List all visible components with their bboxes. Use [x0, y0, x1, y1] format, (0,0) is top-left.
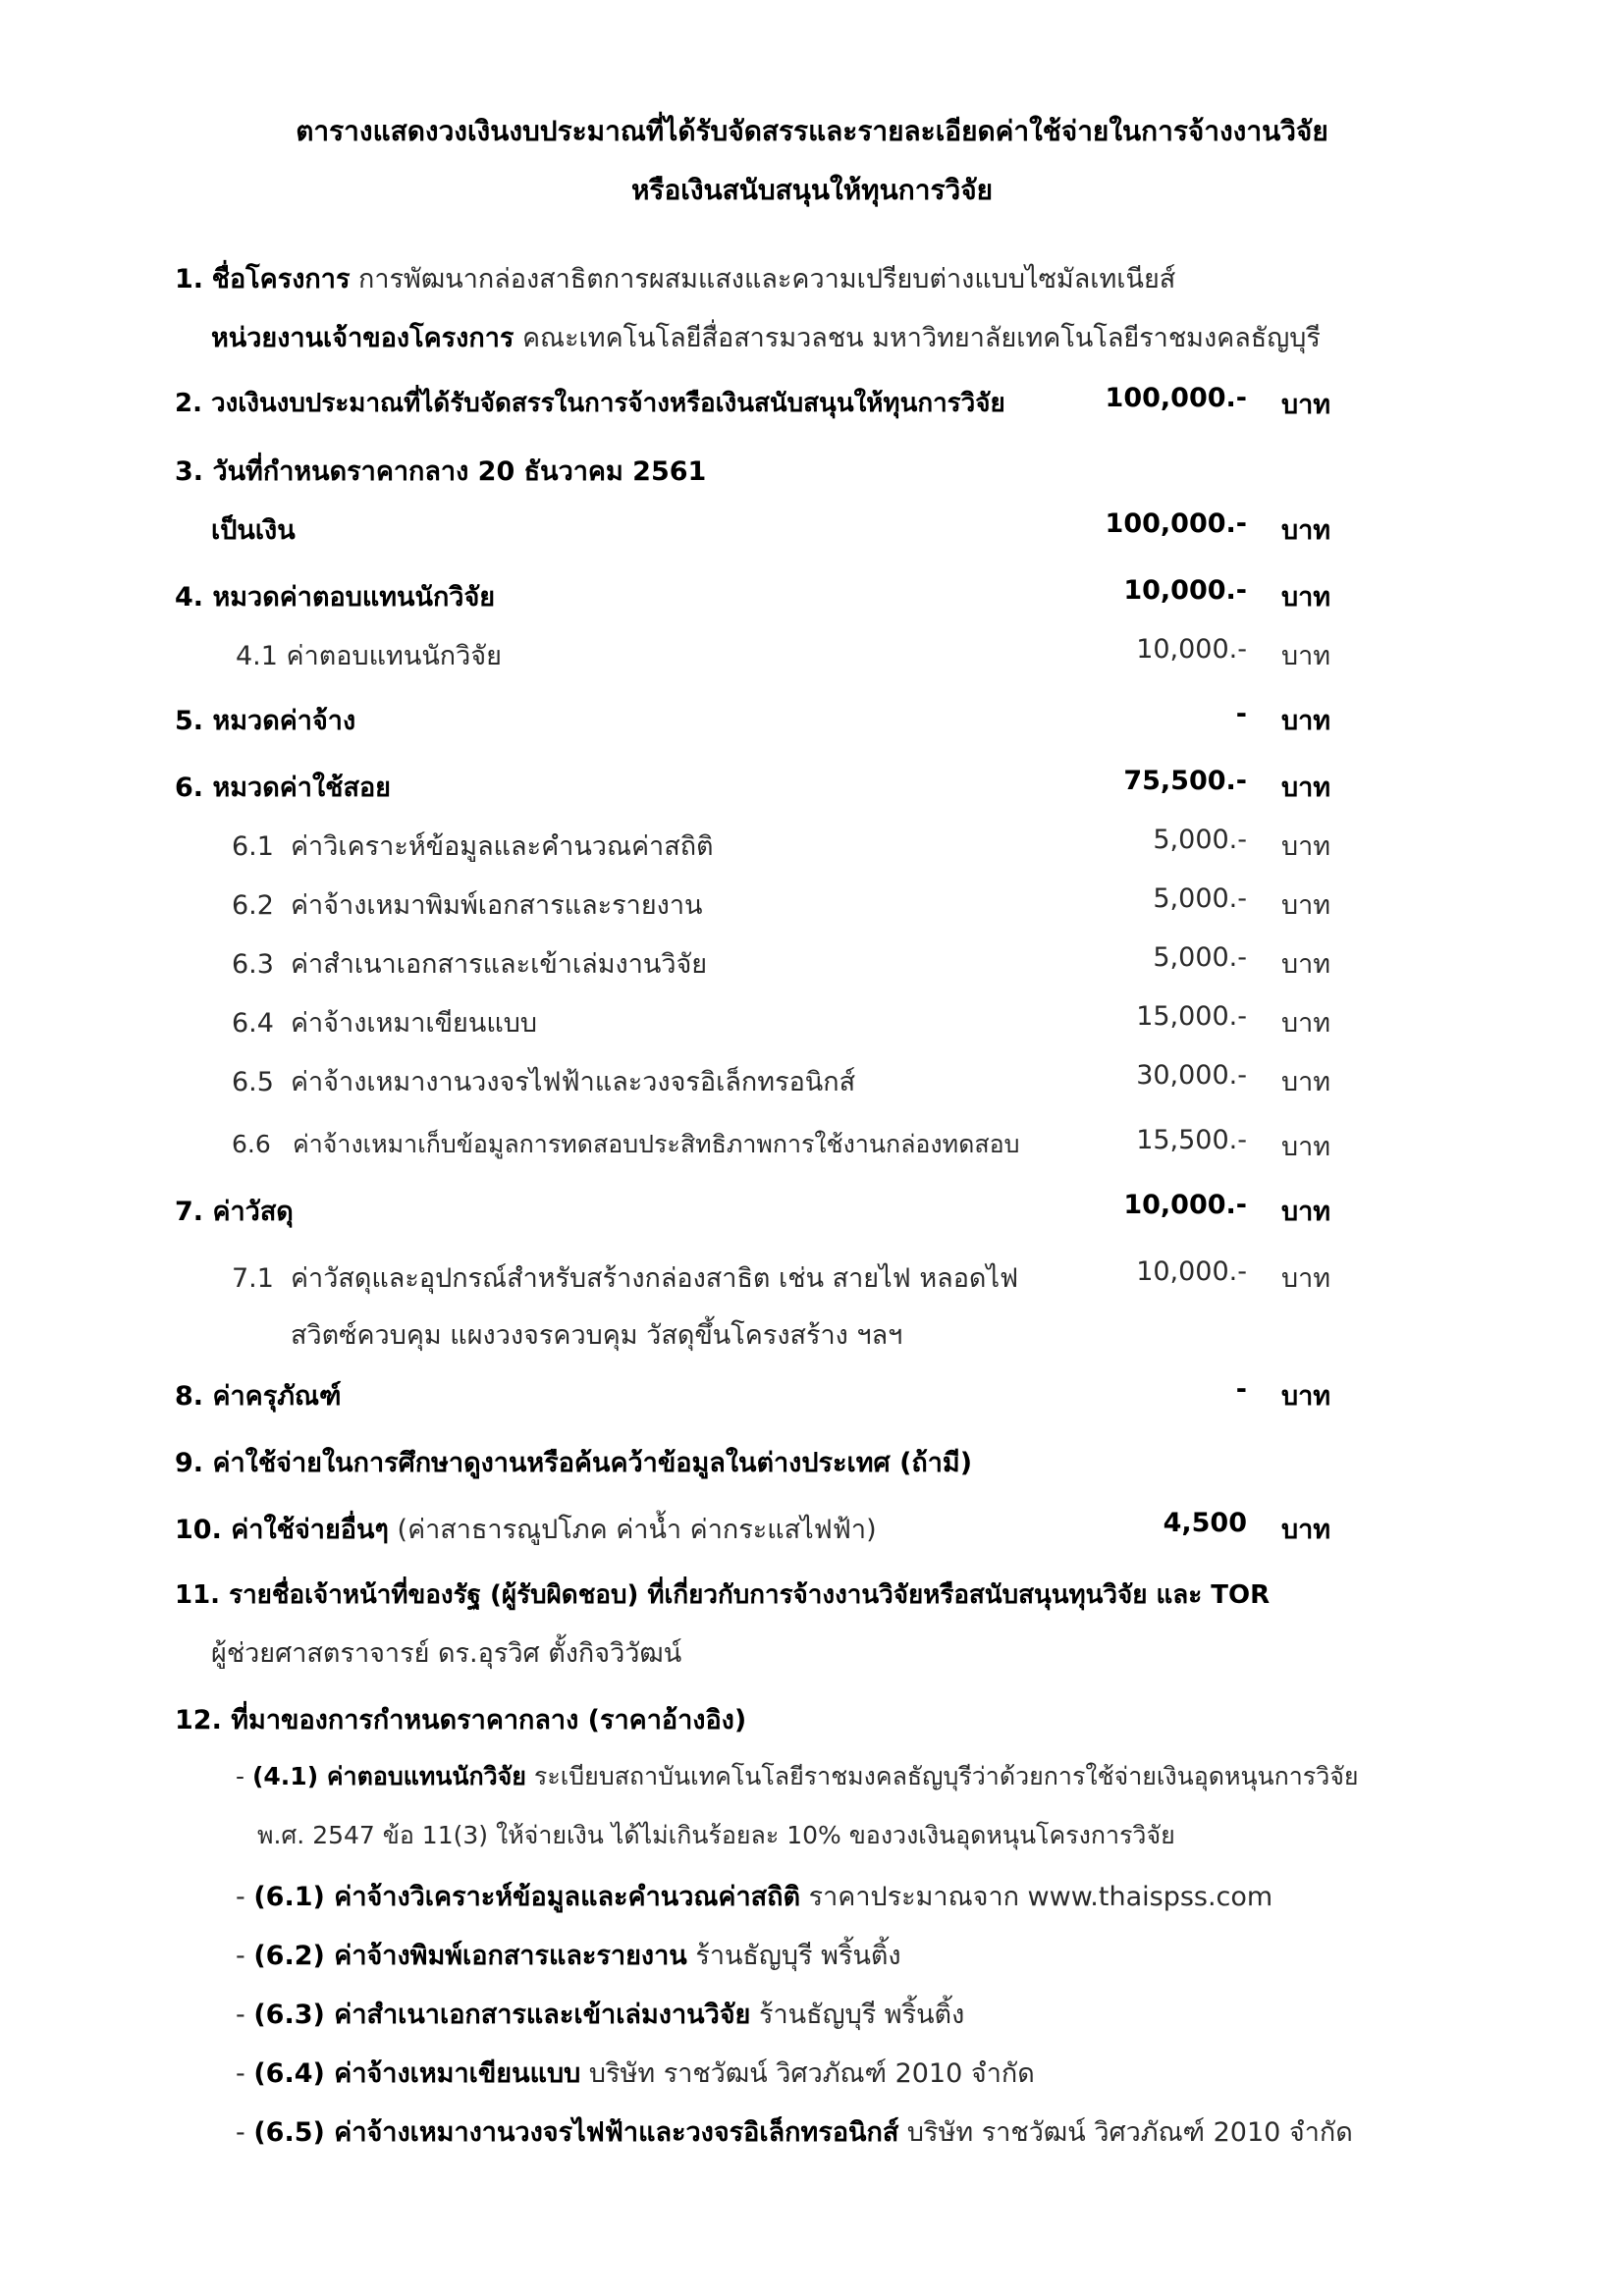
sub-item-6-4 — [232, 1001, 537, 1043]
ref-6-5 — [236, 2110, 1353, 2153]
sub-item-6-4-unit: บาท — [1281, 1008, 1331, 1039]
sub-item-num: 6.2 — [232, 890, 274, 921]
sub-item-6-1 — [232, 825, 714, 867]
item-4-amount: 10,000.- — [1123, 575, 1247, 606]
sub-item-6-2-unit: บาท — [1281, 890, 1331, 921]
ref-label: (6.1) ค่าจ้างวิเคราะห์ข้อมูลและคำนวณค่าสถิติ — [253, 1882, 800, 1912]
ref-dash: - — [236, 2117, 245, 2148]
sub-item-7-1 — [232, 1256, 1018, 1299]
sub-item-4-1 — [236, 634, 502, 676]
item-5-label: 5. หมวดค่าจ้าง — [175, 706, 356, 736]
item-10-note: (ค่าสาธารณูปโภค ค่าน้ำ ค่ากระแสไฟฟ้า) — [397, 1515, 877, 1545]
ref-dash: - — [236, 1941, 245, 1971]
title-line-1: ตารางแสดงวงเงินงบประมาณที่ได้รับจัดสรรและรายละเอียดค่าใช้จ่ายในการจ้างงานวิจัย — [296, 115, 1328, 147]
ref-detail: ระเบียบสถาบันเทคโนโลยีราชมงคลธัญบุรีว่าด้วยการใช้จ่ายเงินอุดหนุนการวิจัย — [533, 1762, 1359, 1790]
sub-item-label: ค่าวิเคราะห์ข้อมูลและคำนวณค่าสถิติ — [291, 831, 714, 862]
item-1 — [175, 257, 1175, 299]
sub-item-num: 4.1 — [236, 641, 278, 671]
sub-item-num: 6.3 — [232, 949, 274, 980]
ref-label: (4.1) ค่าตอบแทนนักวิจัย — [251, 1762, 526, 1790]
item-2-label: 2. วงเงินงบประมาณที่ได้รับจัดสรรในการจ้างหรือเงินสนับสนุนให้ทุนการวิจัย — [175, 389, 1005, 418]
sub-item-6-2-amount: 5,000.- — [1153, 883, 1247, 914]
ref-detail: ราคาประมาณจาก www.thaispss.com — [808, 1882, 1273, 1912]
item-10-label: 10. ค่าใช้จ่ายอื่นๆ — [175, 1515, 389, 1545]
sub-item-6-4-amount: 15,000.- — [1136, 1001, 1247, 1032]
item-12-label: 12. ที่มาของการกำหนดราคากลาง (ราคาอ้างอิง) — [175, 1705, 747, 1735]
item-4-unit: บาท — [1281, 582, 1331, 613]
sub-item-6-6-unit: บาท — [1281, 1132, 1331, 1162]
item-1-num: 1. — [175, 264, 204, 294]
item-4-label: 4. หมวดค่าตอบแทนนักวิจัย — [175, 582, 496, 613]
sub-item-num: 6.4 — [232, 1008, 274, 1039]
item-10 — [175, 1508, 877, 1550]
sub-item-7-1-line-2: สวิตซ์ควบคุม แผงวงจรควบคุม วัสดุขึ้นโครงสร้าง ฯลฯ — [291, 1320, 903, 1351]
item-5-unit: บาท — [1281, 706, 1331, 736]
item-6-amount: 75,500.- — [1123, 766, 1247, 796]
item-9-label: 9. ค่าใช้จ่ายในการศึกษาดูงานหรือค้นคว้าข้อมูลในต่างประเทศ (ถ้ามี) — [175, 1448, 973, 1478]
sub-item-6-3-amount: 5,000.- — [1153, 942, 1247, 973]
item-1-value: การพัฒนากล่องสาธิตการผสมแสงและความเปรียบต่างแบบไซมัลเทเนียส์ — [358, 264, 1176, 294]
item-3-unit: บาท — [1281, 515, 1331, 546]
sub-item-num: 7.1 — [232, 1263, 274, 1294]
item-8-amount: - — [1235, 1374, 1247, 1405]
item-1-label: ชื่อโครงการ — [211, 264, 351, 294]
item-6-label: 6. หมวดค่าใช้สอย — [175, 773, 391, 803]
item-2-unit: บาท — [1281, 390, 1331, 420]
sub-item-6-1-amount: 5,000.- — [1153, 825, 1247, 855]
sub-item-4-1-unit: บาท — [1281, 641, 1331, 671]
ref-detail: บริษัท ราชวัฒน์ วิศวภัณฑ์ 2010 จำกัด — [906, 2117, 1353, 2148]
ref-4-1 — [236, 1757, 1359, 1796]
sub-item-6-5-amount: 30,000.- — [1136, 1060, 1247, 1091]
item-7-unit: บาท — [1281, 1197, 1331, 1227]
item-6-unit: บาท — [1281, 773, 1331, 803]
sub-item-label: ค่าตอบแทนนักวิจัย — [286, 641, 502, 671]
item-11-label: 11. รายชื่อเจ้าหน้าที่ของรัฐ (ผู้รับผิดชอบ) ที่เกี่ยวกับการจ้างงานวิจัยหรือสนับสนุนทุนวิจัย และ TOR — [175, 1580, 1271, 1610]
item-7-amount: 10,000.- — [1123, 1190, 1247, 1220]
owner-label: หน่วยงานเจ้าของโครงการ — [211, 323, 514, 353]
sub-item-label: ค่าจ้างเหมางานวงจรไฟฟ้าและวงจรอิเล็กทรอนิกส์ — [291, 1067, 856, 1097]
sub-item-6-5 — [232, 1060, 855, 1102]
ref-label: (6.2) ค่าจ้างพิมพ์เอกสารและรายงาน — [253, 1941, 687, 1971]
item-3-amount: 100,000.- — [1105, 508, 1247, 539]
sub-item-7-1-unit: บาท — [1281, 1263, 1331, 1294]
ref-dash: - — [236, 1882, 245, 1912]
item-11-person: ผู้ช่วยศาสตราจารย์ ดร.อุรวิศ ตั้งกิจวิวัฒน์ — [211, 1638, 682, 1669]
ref-dash: - — [236, 1762, 245, 1790]
item-8-label: 8. ค่าครุภัณฑ์ — [175, 1381, 342, 1412]
item-3-sub-label: เป็นเงิน — [211, 515, 296, 546]
ref-detail: ร้านธัญบุรี พริ้นติ้ง — [758, 2000, 965, 2030]
sub-item-6-6-amount: 15,500.- — [1136, 1125, 1247, 1155]
ref-4-1-line-2: พ.ศ. 2547 ข้อ 11(3) ให้จ่ายเงิน ได้ไม่เกินร้อยละ 10% ของวงเงินอุดหนุนโครงการวิจัย — [257, 1821, 1175, 1849]
item-8-unit: บาท — [1281, 1381, 1331, 1412]
sub-item-6-5-unit: บาท — [1281, 1067, 1331, 1097]
owner-value: คณะเทคโนโลยีสื่อสารมวลชน มหาวิทยาลัยเทคโนโลยีราชมงคลธัญบุรี — [521, 323, 1321, 353]
item-10-unit: บาท — [1281, 1515, 1331, 1545]
sub-item-label-line-1: ค่าวัสดุและอุปกรณ์สำหรับสร้างกล่องสาธิต เช่น สายไฟ หลอดไฟ — [291, 1263, 1019, 1294]
item-5-amount: - — [1235, 699, 1247, 729]
sub-item-6-3-unit: บาท — [1281, 949, 1331, 980]
sub-item-6-2 — [232, 883, 702, 926]
ref-6-1 — [236, 1875, 1272, 1917]
sub-item-num: 6.5 — [232, 1067, 274, 1097]
ref-dash: - — [236, 2058, 245, 2089]
sub-item-6-3 — [232, 942, 707, 985]
ref-dash: - — [236, 2000, 245, 2030]
sub-item-4-1-amount: 10,000.- — [1136, 634, 1247, 665]
sub-item-6-6 — [232, 1125, 1019, 1164]
sub-item-7-1-amount: 10,000.- — [1136, 1256, 1247, 1287]
sub-item-label: ค่าสำเนาเอกสารและเข้าเล่มงานวิจัย — [291, 949, 708, 980]
sub-item-num: 6.1 — [232, 831, 274, 862]
title-line-2: หรือเงินสนับสนุนให้ทุนการวิจัย — [630, 174, 994, 206]
sub-item-label: ค่าจ้างเหมาเขียนแบบ — [291, 1008, 538, 1039]
item-7-label: 7. ค่าวัสดุ — [175, 1197, 294, 1227]
ref-detail: บริษัท ราชวัฒน์ วิศวภัณฑ์ 2010 จำกัด — [588, 2058, 1035, 2089]
sub-item-num: 6.6 — [232, 1130, 271, 1158]
item-10-amount: 4,500 — [1163, 1508, 1247, 1538]
ref-label: (6.4) ค่าจ้างเหมาเขียนแบบ — [253, 2058, 581, 2089]
sub-item-label: ค่าจ้างเหมาเก็บข้อมูลการทดสอบประสิทธิภาพการใช้งานกล่องทดสอบ — [293, 1130, 1020, 1158]
ref-label: (6.3) ค่าสำเนาเอกสารและเข้าเล่มงานวิจัย — [253, 2000, 751, 2030]
ref-6-4 — [236, 2052, 1035, 2094]
ref-detail: ร้านธัญบุรี พริ้นติ้ง — [695, 1941, 901, 1971]
item-2-amount: 100,000.- — [1105, 383, 1247, 413]
ref-label: (6.5) ค่าจ้างเหมางานวงจรไฟฟ้าและวงจรอิเล็กทรอนิกส์ — [253, 2117, 899, 2148]
sub-item-label: ค่าจ้างเหมาพิมพ์เอกสารและรายงาน — [291, 890, 703, 921]
ref-6-2 — [236, 1934, 901, 1976]
item-1-owner — [211, 316, 1321, 358]
ref-6-3 — [236, 1993, 964, 2035]
sub-item-6-1-unit: บาท — [1281, 831, 1331, 862]
item-3-label: 3. วันที่กำหนดราคากลาง 20 ธันวาคม 2561 — [175, 456, 707, 487]
